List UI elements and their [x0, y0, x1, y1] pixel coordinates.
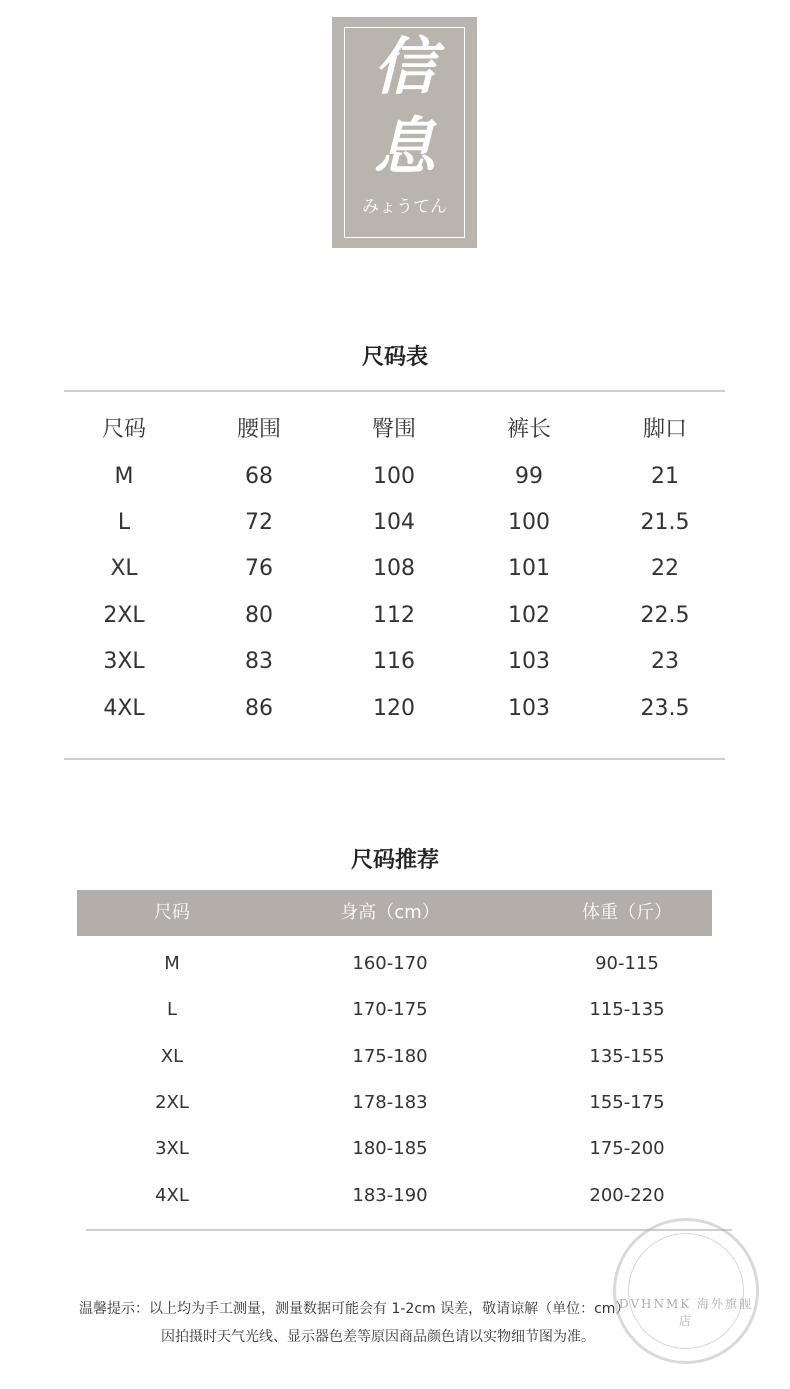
- table-cell: 115-135: [589, 999, 665, 1020]
- table-cell: 80: [245, 603, 273, 628]
- table-cell: M: [114, 464, 134, 489]
- rec-weight-header: 体重（斤）: [582, 902, 672, 923]
- table-cell: 183-190: [352, 1185, 428, 1206]
- size-header-cell: 尺码: [101, 417, 146, 442]
- table-row: [0, 454, 790, 500]
- recommend-header-row: [77, 890, 712, 936]
- hip-header-cell: 臀围: [371, 417, 416, 442]
- table-cell: 68: [245, 464, 273, 489]
- table-cell: 2XL: [155, 1092, 189, 1113]
- table-cell: 3XL: [155, 1138, 189, 1159]
- table-cell: 108: [373, 556, 415, 581]
- size-chart-title: 尺码表: [361, 345, 428, 370]
- badge-char-1: 信: [373, 30, 436, 103]
- table-cell: 155-175: [589, 1092, 665, 1113]
- table-cell: 135-155: [589, 1046, 665, 1067]
- table-cell: 99: [515, 464, 543, 489]
- rec-size-header: 尺码: [154, 902, 190, 923]
- table-cell: 2XL: [103, 603, 145, 628]
- table-cell: 100: [373, 464, 415, 489]
- table-cell: 175-180: [352, 1046, 428, 1067]
- table-cell: 112: [373, 603, 415, 628]
- table-row: [77, 987, 712, 1033]
- size-chart-bottom-rule: [64, 758, 725, 760]
- table-cell: 4XL: [103, 696, 145, 721]
- table-row: [0, 546, 790, 592]
- table-cell: 86: [245, 696, 273, 721]
- table-row: [77, 1173, 712, 1219]
- rec-height-header: 身高（cm）: [340, 902, 440, 923]
- note-line-2: 因拍摄时天气光线、显示器色差等原因商品颜色请以实物细节图为准。: [161, 1329, 595, 1345]
- table-cell: 23: [651, 649, 679, 674]
- stamp-text: DVHNMK 海外旗舰店: [618, 1297, 754, 1328]
- table-cell: 102: [508, 603, 550, 628]
- badge-char-2: 息: [373, 110, 436, 183]
- size-chart-top-rule: [64, 390, 725, 392]
- table-cell: 178-183: [352, 1092, 428, 1113]
- table-cell: 72: [245, 510, 273, 535]
- recommend-bottom-rule: [86, 1229, 732, 1231]
- table-row: [77, 1126, 712, 1172]
- table-cell: M: [164, 953, 180, 974]
- table-cell: 21.5: [640, 510, 690, 535]
- table-cell: 170-175: [352, 999, 428, 1020]
- table-cell: 103: [508, 696, 550, 721]
- table-cell: 101: [508, 556, 550, 581]
- table-cell: 22.5: [640, 603, 690, 628]
- table-cell: 200-220: [589, 1185, 665, 1206]
- table-cell: 22: [651, 556, 679, 581]
- table-cell: L: [166, 999, 178, 1020]
- watermark-stamp: [613, 1218, 759, 1364]
- table-cell: 21: [651, 464, 679, 489]
- note-line-1: 温馨提示：以上均为手工测量，测量数据可能会有 1-2cm 误差，敬请谅解（单位：cm）: [79, 1301, 630, 1317]
- table-cell: 160-170: [352, 953, 428, 974]
- table-cell: 83: [245, 649, 273, 674]
- table-row: [0, 686, 790, 732]
- table-row: [77, 941, 712, 987]
- size-chart-header-row: [0, 407, 790, 453]
- table-row: [0, 639, 790, 685]
- table-cell: 104: [373, 510, 415, 535]
- recommend-title: 尺码推荐: [350, 848, 439, 873]
- length-header-cell: 裤长: [506, 417, 551, 442]
- table-cell: 23.5: [640, 696, 690, 721]
- table-cell: XL: [110, 556, 138, 581]
- table-cell: L: [117, 510, 131, 535]
- waist-header-cell: 腰围: [236, 417, 281, 442]
- table-cell: 175-200: [589, 1138, 665, 1159]
- table-cell: 103: [508, 649, 550, 674]
- table-cell: XL: [160, 1046, 184, 1067]
- table-cell: 76: [245, 556, 273, 581]
- table-row: [77, 1080, 712, 1126]
- badge-subtitle: みょうてん: [362, 197, 447, 217]
- table-cell: 3XL: [103, 649, 145, 674]
- table-cell: 4XL: [155, 1185, 189, 1206]
- table-cell: 120: [373, 696, 415, 721]
- table-row: [0, 593, 790, 639]
- stamp-inner-ring: [628, 1233, 744, 1349]
- table-cell: 116: [373, 649, 415, 674]
- table-cell: 100: [508, 510, 550, 535]
- table-row: [0, 500, 790, 546]
- table-cell: 180-185: [352, 1138, 428, 1159]
- hem-header-cell: 脚口: [642, 417, 687, 442]
- table-row: [77, 1034, 712, 1080]
- table-cell: 90-115: [595, 953, 659, 974]
- brand-badge: [332, 17, 477, 248]
